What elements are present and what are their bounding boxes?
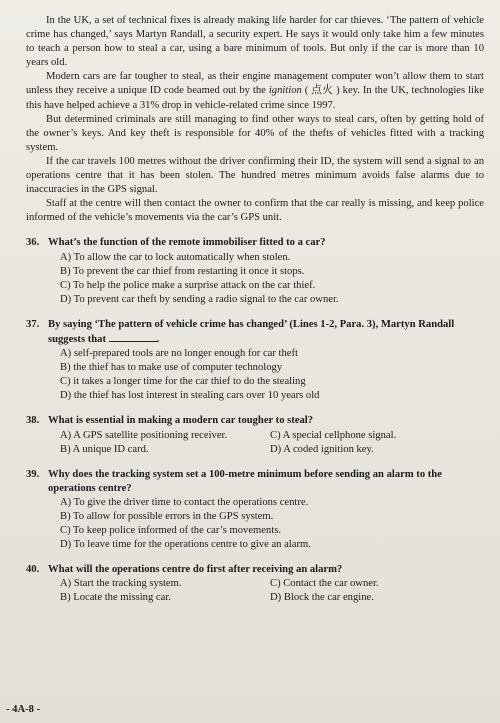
- option-c[interactable]: C) Contact the car owner.: [270, 578, 379, 590]
- passage-paragraph: In the UK, a set of technical fixes is already making life harder for car thieves. ‘The pattern of vehicle crime has changed,’ says Martyn Randall, a security expert. He says it would only take him a few minutes to teach a person how to steal a car, using a bare minimum of tools. But only if the car is more than 10 years old.: [26, 15, 484, 69]
- option-b[interactable]: B) the thief has to make use of computer technology: [60, 362, 283, 374]
- option-c[interactable]: C) it takes a longer time for the car thief to do the stealing: [60, 376, 306, 388]
- option-b[interactable]: B) To prevent the car thief from restarting it once it stops.: [60, 265, 305, 277]
- passage-paragraph: But determined criminals are still managing to find other ways to steal cars, often by getting hold of the owner’s keys. And key theft is responsible for 40% of the thefts of vehicles fitted with a tracking system.: [26, 113, 484, 153]
- question-number: 39.: [26, 468, 40, 480]
- option-c[interactable]: C) To keep police informed of the car’s movements.: [60, 525, 281, 537]
- question-stem-text: By saying ‘The pattern of vehicle crime has changed’ (Lines 1-2, Para. 3), Martyn Randall suggests that: [48, 318, 455, 345]
- option-d[interactable]: D) To prevent car theft by sending a radio signal to the car owner.: [60, 293, 339, 305]
- reading-passage: [26, 14, 484, 225]
- passage-text: Modern cars are far tougher to steal, as their engine management computer won’t allow them to start unless they receive a unique ID code beamed out by the: [26, 71, 484, 97]
- question-39: [26, 468, 484, 553]
- option-b[interactable]: B) Locate the missing car.: [60, 592, 171, 604]
- question-stem: What’s the function of the remote immobiliser fitted to a car?: [48, 237, 326, 249]
- question-36: [26, 236, 484, 306]
- option-d[interactable]: D) the thief has lost interest in stealing cars over 10 years old: [60, 390, 320, 402]
- question-stem: What is essential in making a modern car tougher to steal?: [48, 415, 314, 427]
- option-a[interactable]: A) A GPS satellite positioning receiver.: [60, 429, 228, 441]
- question-38: [26, 414, 484, 456]
- question-40: [26, 563, 484, 605]
- option-c[interactable]: C) To help the police make a surprise attack on the car thief.: [60, 279, 316, 291]
- option-c[interactable]: C) A special cellphone signal.: [270, 429, 397, 441]
- option-a[interactable]: A) Start the tracking system.: [60, 578, 182, 590]
- question-number: 38.: [26, 415, 40, 427]
- question-stem: What will the operations centre do first after receiving an alarm?: [48, 564, 343, 576]
- question-stem: [48, 318, 484, 347]
- passage-paragraph: If the car travels 100 metres without the driver confirming their ID, the system will send a signal to an operations centre that it has been stolen. The hundred metres minimum avoids false alarms due to inaccuracies in the GPS signal.: [26, 155, 484, 196]
- page-number: - 4A-8 -: [6, 703, 41, 715]
- ignition-term: ignition: [268, 85, 302, 97]
- question-number: 37.: [26, 318, 40, 330]
- question-stem: Why does the tracking system set a 100-metre minimum before sending an alarm to the operations centre?: [48, 468, 442, 494]
- option-d[interactable]: D) Block the car engine.: [270, 592, 374, 604]
- question-37: [26, 318, 484, 404]
- answer-blank: [109, 332, 157, 342]
- question-number: 40.: [26, 564, 40, 576]
- option-b[interactable]: B) To allow for possible errors in the GPS system.: [60, 511, 274, 522]
- passage-text: ( 点火 ) key. In the UK, technologies like this have helped achieve a 31% drop in vehicle-related crime since 1997.: [26, 85, 484, 111]
- question-number: 36.: [26, 237, 40, 249]
- option-a[interactable]: A) self-prepared tools are no longer enough for car theft: [60, 348, 298, 360]
- option-a[interactable]: A) To give the driver time to contact the operations centre.: [60, 496, 309, 508]
- passage-paragraph: [26, 70, 484, 112]
- passage-paragraph: Staff at the centre will then contact the owner to confirm that the car really is missing, and keep police informed of the vehicle’s movements via the car’s GPS unit.: [26, 198, 484, 224]
- option-a[interactable]: A) To allow the car to lock automatically when stolen.: [60, 251, 291, 263]
- option-d[interactable]: D) To leave time for the operations centre to give an alarm.: [60, 539, 311, 551]
- question-stem-end: .: [156, 333, 160, 345]
- option-d[interactable]: D) A coded ignition key.: [270, 443, 374, 455]
- option-b[interactable]: B) A unique ID card.: [60, 443, 149, 455]
